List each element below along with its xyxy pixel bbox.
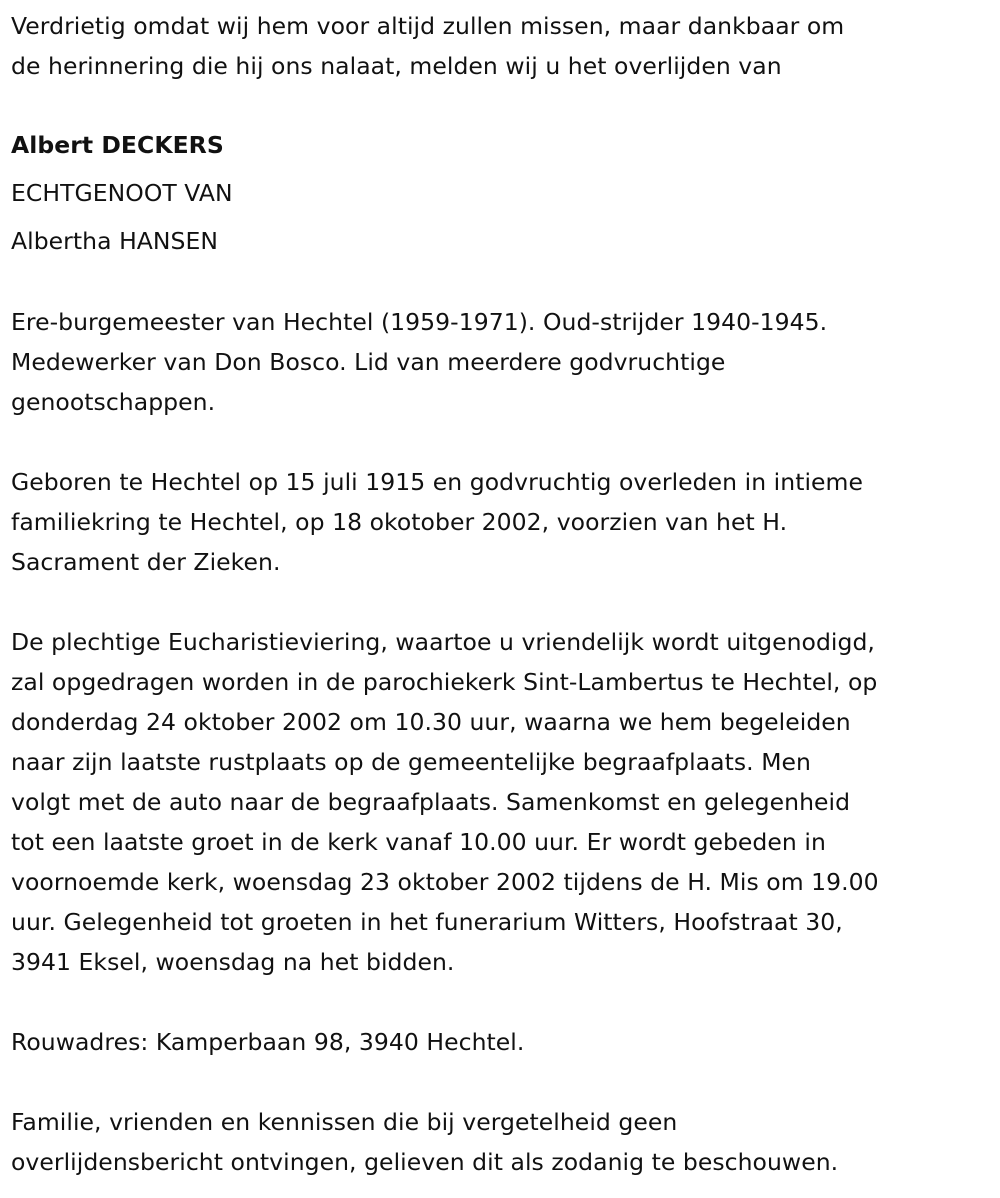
biography-paragraph: Ere-burgemeester van Hechtel (1959-1971). Oud-strijder 1940-1945. Medewerker van Don Bosco. Lid van meerdere godvruchtige genootschappen.: [11, 308, 828, 416]
spouse-label: ECHTGENOOT VAN: [11, 179, 233, 207]
service-paragraph: De plechtige Eucharistieviering, waartoe u vriendelijk wordt uitgenodigd, zal opgedragen worden in de parochiekerk Sint-Lambertus te Hechtel, op donderdag 24 oktober 2002 om 10.30 uur, waarna we hem begeleiden naar zijn laatste rustplaats op de gemeentelijke begraafplaats. Men volgt met de auto naar de begraafplaats. Samenkomst en gelegenheid tot een laatste groet in de kerk vanaf 10.00 uur. Er wordt gebeden in voornoemde kerk, woensdag 23 oktober 2002 tijdens de H. Mis om 19.00 uur. Gelegenheid tot groeten in het funerarium Witters, Hoofstraat 30, 3941 Eksel, woensdag na het bidden.: [11, 628, 879, 976]
mourning-address: Rouwadres: Kamperbaan 98, 3940 Hechtel.: [11, 1028, 525, 1056]
deceased-name: Albert DECKERS: [11, 131, 224, 159]
birth-death-paragraph: Geboren te Hechtel op 15 juli 1915 en godvruchtig overleden in intieme familiekring te Hechtel, op 18 okotober 2002, voorzien van het H. Sacrament der Zieken.: [11, 468, 863, 576]
spouse-name: Albertha HANSEN: [11, 227, 219, 255]
intro-paragraph: Verdrietig omdat wij hem voor altijd zullen missen, maar dankbaar om de herinnering die hij ons nalaat, melden wij u het overlijden van: [11, 12, 845, 80]
closing-paragraph: Familie, vrienden en kennissen die bij vergetelheid geen overlijdensbericht ontvingen, gelieven dit als zodanig te beschouwen.: [11, 1108, 839, 1176]
